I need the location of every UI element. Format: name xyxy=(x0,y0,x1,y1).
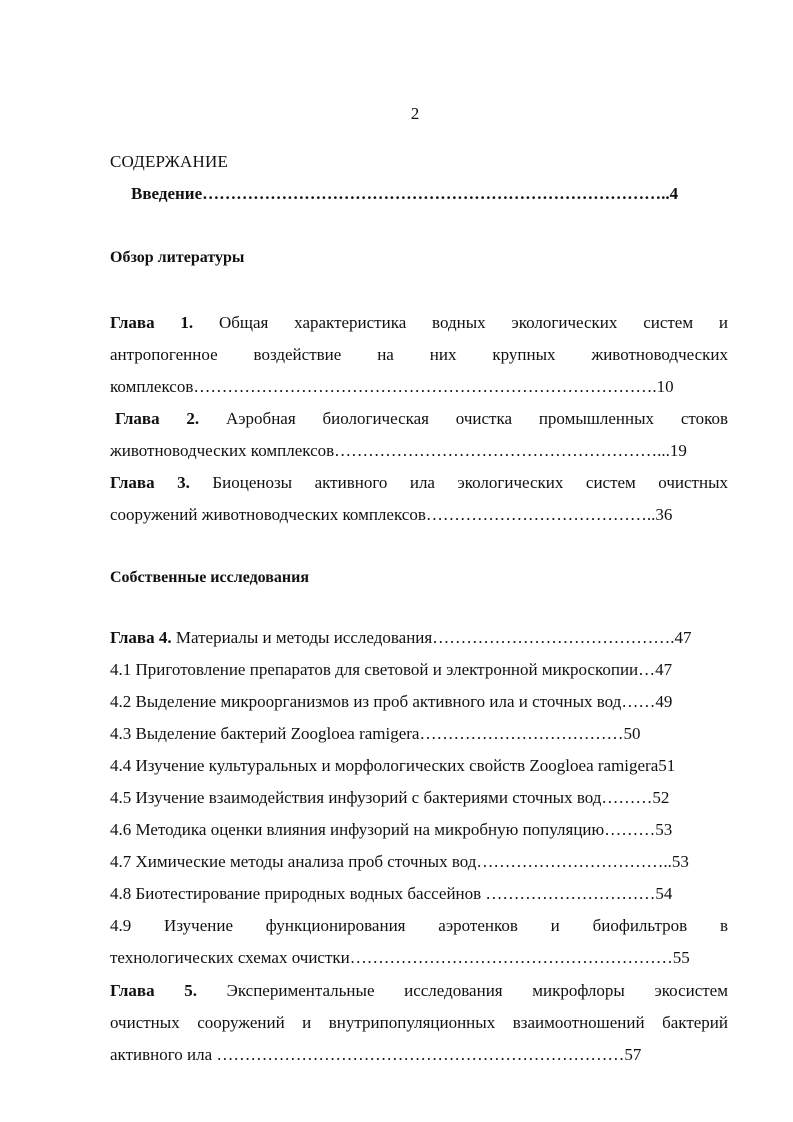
chapter-5-text-1: Экспериментальные исследования микрофлоры экосистем xyxy=(226,981,728,1000)
toc-entry-chapter-1-line-1 xyxy=(110,313,728,333)
chapter-1-text-1: Общая характеристика водных экологических систем и xyxy=(218,313,728,332)
toc-entry-chapter-4 xyxy=(110,628,728,648)
toc-entry-chapter-3-line-2: сооружений животноводческих комплексов…………………………………..36 xyxy=(110,505,673,524)
toc-entry-chapter-3-line-1 xyxy=(110,473,728,493)
toc-entry-chapter-2-line-2: животноводческих комплексов…………………………………………………...19 xyxy=(110,441,687,460)
toc-entry-4-9-line-1: 4.9 Изучение функционирования аэротенков и биофильтров в xyxy=(110,916,728,935)
intro-dots: ……………………………………………………………………….. xyxy=(202,184,670,203)
toc-entry-4-5: 4.5 Изучение взаимодействия инфузорий с бактериями сточных вод………52 xyxy=(110,788,670,807)
intro-page: 4 xyxy=(669,184,679,203)
toc-entry-4-4: 4.4 Изучение культуральных и морфологических свойств Zoogloea ramigera51 xyxy=(110,756,676,775)
toc-entry-4-7: 4.7 Химические методы анализа проб сточных вод……………………………..53 xyxy=(110,852,689,871)
toc-entry-4-9-line-2: технологических схемах очистки…………………………………………………55 xyxy=(110,948,690,967)
chapter-3-label: Глава 3. xyxy=(110,473,190,492)
chapter-2-label: Глава 2. xyxy=(115,409,200,428)
section-heading-literature: Обзор литературы xyxy=(110,249,245,266)
chapter-2-text-1: Аэробная биологическая очистка промышленных стоков xyxy=(225,409,728,428)
toc-entry-4-6: 4.6 Методика оценки влияния инфузорий на микробную популяцию………53 xyxy=(110,820,673,839)
chapter-1-label: Глава 1. xyxy=(110,313,194,332)
toc-entry-4-1: 4.1 Приготовление препаратов для световой и электронной микроскопии…47 xyxy=(110,660,673,679)
toc-entry-intro xyxy=(131,184,728,204)
toc-entry-chapter-2-line-1 xyxy=(115,409,728,429)
toc-entry-4-3: 4.3 Выделение бактерий Zoogloea ramigera………………………………50 xyxy=(110,724,641,743)
toc-entry-chapter-1-line-3: комплексов……………………………………………………………………….10 xyxy=(110,377,674,396)
toc-entry-4-8: 4.8 Биотестирование природных водных бассейнов …………………………54 xyxy=(110,884,673,903)
chapter-4-text: Материалы и методы исследования…………………………………….47 xyxy=(175,628,692,647)
chapter-3-text-1: Биоценозы активного ила экологических систем очистных xyxy=(212,473,728,492)
toc-entry-4-2: 4.2 Выделение микроорганизмов из проб активного ила и сточных вод……49 xyxy=(110,692,673,711)
toc-entry-chapter-5-line-2: очистных сооружений и внутрипопуляционных взаимоотношений бактерий xyxy=(110,1013,728,1032)
toc-title: СОДЕРЖАНИЕ xyxy=(110,152,229,171)
intro-label: Введение xyxy=(131,184,203,203)
page-number: 2 xyxy=(410,104,420,123)
section-heading-own-research: Собственные исследования xyxy=(110,569,310,586)
chapter-4-label: Глава 4. xyxy=(110,628,172,647)
toc-entry-chapter-1-line-2: антропогенное воздействие на них крупных животноводческих xyxy=(110,345,728,364)
toc-entry-chapter-5-line-3: активного ила ………………………………………………………………57 xyxy=(110,1045,642,1064)
chapter-5-label: Глава 5. xyxy=(110,981,197,1000)
toc-entry-chapter-5-line-1 xyxy=(110,981,728,1001)
